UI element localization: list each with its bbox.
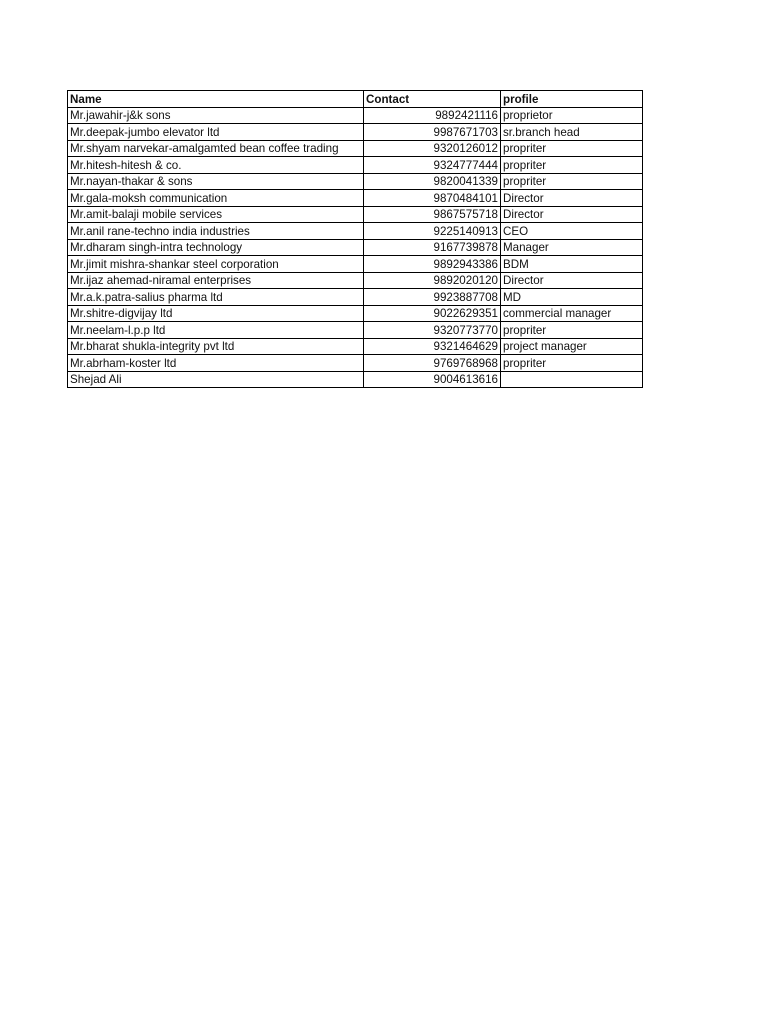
table-row	[68, 206, 643, 223]
name-cell: Mr.abrham-koster ltd	[68, 355, 364, 372]
table-row	[68, 190, 643, 207]
profile-cell: CEO	[501, 223, 643, 240]
contact-cell: 9987671703	[364, 124, 501, 141]
table-row	[68, 322, 643, 339]
table-row	[68, 239, 643, 256]
profile-cell	[501, 371, 643, 388]
name-cell: Mr.shitre-digvijay ltd	[68, 305, 364, 322]
column-header-profile: profile	[501, 91, 643, 108]
contact-cell: 9867575718	[364, 206, 501, 223]
name-cell: Mr.gala-moksh communication	[68, 190, 364, 207]
name-cell: Mr.hitesh-hitesh & co.	[68, 157, 364, 174]
profile-cell: project manager	[501, 338, 643, 355]
name-cell: Mr.ijaz ahemad-niramal enterprises	[68, 272, 364, 289]
table-row	[68, 140, 643, 157]
name-cell: Mr.bharat shukla-integrity pvt ltd	[68, 338, 364, 355]
table-row	[68, 223, 643, 240]
profile-cell: Director	[501, 272, 643, 289]
table-row	[68, 338, 643, 355]
table-row	[68, 371, 643, 388]
table-row	[68, 305, 643, 322]
profile-cell: propriter	[501, 173, 643, 190]
name-cell: Mr.jimit mishra-shankar steel corporation	[68, 256, 364, 273]
name-cell: Mr.a.k.patra-salius pharma ltd	[68, 289, 364, 306]
contact-cell: 9321464629	[364, 338, 501, 355]
name-cell: Mr.deepak-jumbo elevator ltd	[68, 124, 364, 141]
contact-cell: 9004613616	[364, 371, 501, 388]
contact-cell: 9769768968	[364, 355, 501, 372]
profile-cell: Director	[501, 206, 643, 223]
profile-cell: propriter	[501, 157, 643, 174]
column-header-contact: Contact	[364, 91, 501, 108]
contact-cell: 9892943386	[364, 256, 501, 273]
profile-cell: MD	[501, 289, 643, 306]
contact-cell: 9320773770	[364, 322, 501, 339]
column-header-name: Name	[68, 91, 364, 108]
contact-cell: 9892020120	[364, 272, 501, 289]
profile-cell: Manager	[501, 239, 643, 256]
name-cell: Mr.neelam-l.p.p ltd	[68, 322, 364, 339]
contact-cell: 9820041339	[364, 173, 501, 190]
contact-cell: 9320126012	[364, 140, 501, 157]
table-row	[68, 157, 643, 174]
profile-cell: commercial manager	[501, 305, 643, 322]
profile-cell: sr.branch head	[501, 124, 643, 141]
table-header-row	[68, 91, 643, 108]
table-row	[68, 272, 643, 289]
name-cell: Mr.jawahir-j&k sons	[68, 107, 364, 124]
name-cell: Mr.anil rane-techno india industries	[68, 223, 364, 240]
profile-cell: Director	[501, 190, 643, 207]
profile-cell: propriter	[501, 140, 643, 157]
name-cell: Mr.dharam singh-intra technology	[68, 239, 364, 256]
contact-cell: 9892421116	[364, 107, 501, 124]
contact-cell: 9167739878	[364, 239, 501, 256]
table-row	[68, 124, 643, 141]
contact-cell: 9923887708	[364, 289, 501, 306]
table-row	[68, 256, 643, 273]
name-cell: Mr.shyam narvekar-amalgamted bean coffee trading	[68, 140, 364, 157]
profile-cell: propriter	[501, 322, 643, 339]
profile-cell: propriter	[501, 355, 643, 372]
profile-cell: BDM	[501, 256, 643, 273]
contacts-table	[67, 90, 643, 388]
profile-cell: proprietor	[501, 107, 643, 124]
contact-cell: 9870484101	[364, 190, 501, 207]
table-row	[68, 289, 643, 306]
table-body	[68, 107, 643, 388]
table-row	[68, 107, 643, 124]
name-cell: Shejad Ali	[68, 371, 364, 388]
contact-cell: 9022629351	[364, 305, 501, 322]
contact-cell: 9324777444	[364, 157, 501, 174]
name-cell: Mr.nayan-thakar & sons	[68, 173, 364, 190]
name-cell: Mr.amit-balaji mobile services	[68, 206, 364, 223]
contact-cell: 9225140913	[364, 223, 501, 240]
table-row	[68, 355, 643, 372]
table-row	[68, 173, 643, 190]
